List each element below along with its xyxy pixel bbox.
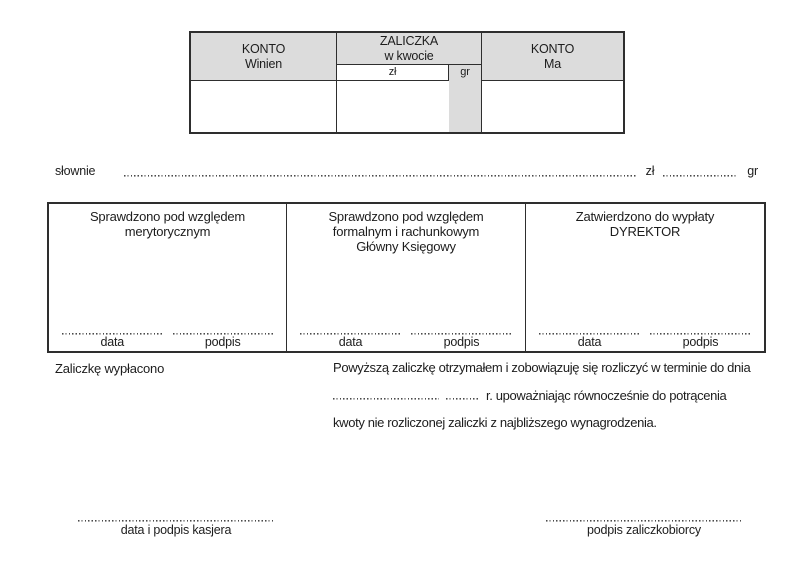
konto-table (189, 31, 625, 134)
date-column (539, 325, 640, 349)
date-fill-line[interactable] (539, 325, 640, 335)
approval-boxes (47, 202, 766, 353)
recipient-signature-block (546, 512, 742, 537)
zl-column-header: zł (337, 65, 449, 81)
date-fill-line[interactable] (62, 325, 163, 335)
date-signature-row (539, 325, 751, 349)
konto-winien-header-line1: KONTO (241, 42, 286, 56)
signature-fill-line[interactable] (650, 325, 751, 335)
zaliczka-header-line2: w kwocie (384, 48, 434, 63)
cashier-signature-label: data i podpis kasjera (120, 523, 232, 537)
statement-line-3: kwoty nie rozliczonej zaliczki z najbliższego wynagrodzenia. (333, 415, 657, 430)
gr-unit-label: gr (747, 164, 758, 178)
date-label: data (100, 335, 125, 349)
konto-winien-header-line2: Winien (244, 56, 282, 71)
signature-label: podpis (204, 335, 241, 349)
date-label: data (338, 335, 363, 349)
heading-line: DYREKTOR (609, 224, 681, 239)
heading-line: Główny Księgowy (356, 239, 456, 254)
approval-box-merytoryczny (49, 204, 287, 351)
konto-ma-header-line1: KONTO (530, 42, 575, 56)
heading-line: Zatwierdzono do wypłaty (575, 209, 715, 224)
cashier-signature-block (78, 512, 274, 537)
date-label: data (577, 335, 602, 349)
konto-winien-header (191, 33, 337, 81)
approval-box-heading (287, 209, 525, 254)
konto-ma-header-line2: Ma (544, 56, 561, 71)
signature-column (650, 325, 751, 349)
konto-winien-entry-cell[interactable] (191, 81, 337, 132)
zaliczka-wyplacono-note: Zaliczkę wypłacono (55, 361, 165, 376)
heading-line: formalnym i rachunkowym (332, 224, 480, 239)
amount-in-words-fill-line[interactable] (124, 172, 636, 177)
konto-ma-entry-cell[interactable] (481, 81, 623, 132)
zaliczka-header-line1: ZALICZKA (379, 34, 439, 48)
repayment-year-fill-line[interactable] (446, 394, 479, 400)
zl-unit-label: zł (645, 164, 655, 178)
approval-box-heading (49, 209, 286, 239)
recipient-signature-fill-line[interactable] (546, 512, 742, 522)
recipient-signature-label: podpis zaliczkobiorcy (587, 523, 701, 537)
zaliczka-header (337, 33, 481, 65)
groszy-fill-line[interactable] (663, 172, 738, 177)
zl-amount-entry-cell[interactable] (337, 81, 449, 132)
signature-column (173, 325, 274, 349)
date-column (300, 325, 401, 349)
repayment-statement (333, 361, 773, 444)
konto-ma-header (481, 33, 623, 81)
date-signature-row (62, 325, 273, 349)
cashier-signature-fill-line[interactable] (78, 512, 274, 522)
slownie-label: słownie (55, 164, 96, 178)
repayment-date-fill-line[interactable] (333, 394, 439, 400)
statement-line-2-text: r. upoważniając równocześnie do potrącenia (486, 387, 727, 403)
gr-amount-entry-cell[interactable] (449, 81, 481, 132)
gr-column-header: gr (449, 65, 481, 81)
date-column (62, 325, 163, 349)
statement-line-2 (333, 389, 773, 403)
heading-line: merytorycznym (124, 224, 211, 239)
date-fill-line[interactable] (300, 325, 401, 335)
signature-label: podpis (443, 335, 480, 349)
heading-line: Sprawdzono pod względem (328, 209, 484, 224)
date-signature-row (300, 325, 512, 349)
signature-fill-line[interactable] (411, 325, 512, 335)
approval-box-zatwierdzono-dyrektor (526, 204, 764, 351)
approval-box-heading (526, 209, 764, 239)
signature-label: podpis (682, 335, 719, 349)
amount-in-words-row (55, 162, 758, 179)
approval-box-formalny-rachunkowy (287, 204, 526, 351)
signature-fill-line[interactable] (173, 325, 274, 335)
heading-line: Sprawdzono pod względem (89, 209, 246, 224)
signature-column (411, 325, 512, 349)
statement-line-1: Powyższą zaliczkę otrzymałem i zobowiązuję się rozliczyć w terminie do dnia (333, 360, 751, 375)
